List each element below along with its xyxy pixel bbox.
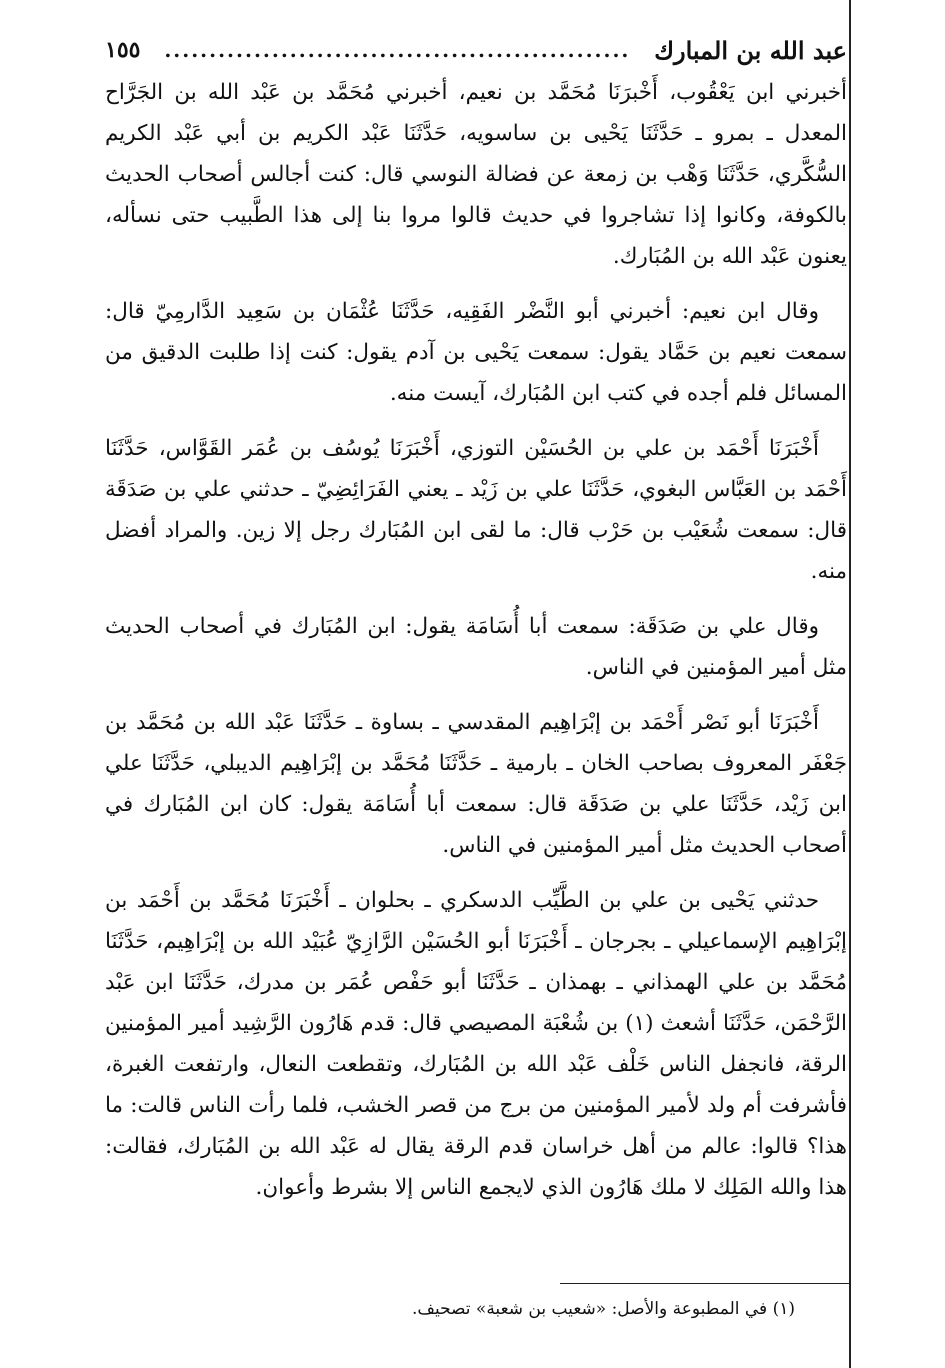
running-header — [105, 30, 847, 70]
header-leader-dots: .................................................... — [164, 38, 631, 62]
paragraph-3: أَخْبَرَنَا أَحْمَد بن علي بن الحُسَيْن التوزي، أَخْبَرَنَا يُوسُف بن عُمَر القَوَّاس، حَدَّثَنَا أَحْمَد بن العَبَّاس البغوي، حَدَّثَنَا علي بن زَيْد ـ يعني الفَرَائِضِيّ ـ حدثني علي بن صَدَقَة قال: سمعت شُعَيْب بن حَرْب قال: ما لقى ابن المُبَارك رجل إلا زين. والمراد أفضل منه. — [105, 436, 847, 584]
paragraph-4: وقال علي بن صَدَقَة: سمعت أبا أُسَامَة يقول: ابن المُبَارك في أصحاب الحديث مثل أمير المؤمنين في الناس. — [105, 614, 847, 680]
footnote-separator — [560, 1283, 850, 1284]
page-edge-line — [849, 0, 851, 1368]
paragraph-1: أخبرني ابن يَعْقُوب، أَخْبرَنَا مُحَمَّد بن نعيم، أخبرني مُحَمَّد بن عَبْد الله بن الجَرَّاح المعدل ـ بمرو ـ حَدَّثَنَا يَحْيى بن ساسويه، حَدَّثَنَا عَبْد الكريم بن أبي عَبْد الكريم السُّكَّري، حَدَّثَنَا وَهْب بن زمعة عن فضالة النوسي قال: كنت أجالس أصحاب الحديث بالكوفة، وكانوا إذا تشاجروا في حديث قالوا مروا بنا إلى هذا الطَّبيب حتى نسأله، يعنون عَبْد الله بن المُبَارك. — [105, 80, 847, 269]
paragraph-5: أَخْبَرَنَا أبو نَصْر أَحْمَد بن إبْرَاهِيم المقدسي ـ بساوة ـ حَدَّثَنَا عَبْد الله بن مُحَمَّد بن جَعْفَر المعروف بصاحب الخان ـ بارمية ـ حَدَّثَنَا مُحَمَّد بن إبْرَاهِيم الديبلي، حَدَّثَنَا علي ابن زَيْد، حَدَّثَنَا علي بن صَدَقَة قال: سمعت أبا أُسَامَة يقول: كان ابن المُبَارك في أصحاب الحديث مثل أمير المؤمنين في الناس. — [105, 710, 847, 858]
header-title: عبد الله بن المبارك — [654, 35, 847, 65]
paragraph-6: حدثني يَحْيى بن علي بن الطَّيِّب الدسكري ـ بحلوان ـ أَخْبَرَنَا مُحَمَّد بن أَحْمَد بن إبْرَاهِيم الإسماعيلي ـ بجرجان ـ أَخْبَرَنَا أبو الحُسَيْن الرَّازِيّ عُبَيْد الله بن إبْرَاهِيم، حَدَّثَنَا مُحَمَّد بن علي الهمذاني ـ بهمذان ـ حَدَّثَنَا أبو حَفْص عُمَر بن مدرك، حَدَّثَنَا ابن عَبْد الرَّحْمَن، حَدَّثَنَا أشعث (١) بن شُعْبَة المصيصي قال: قدم هَارُون الرَّشِيد أمير المؤمنين الرقة، فانجفل الناس خَلْف عَبْد الله بن المُبَارك، وتقطعت النعال، وارتفعت الغبرة، فأشرفت أم ولد لأمير المؤمنين من برج من قصر الخشب، فلما رأت الناس قالت: ما هذا؟ قالوا: عالم من أهل خراسان قدم الرقة يقال له عَبْد الله بن المُبَارك، فقالت: هذا والله المَلِك لا ملك هَارُون الذي لايجمع الناس إلا بشرط وأعوان. — [105, 888, 847, 1200]
paragraph-2: وقال ابن نعيم: أخبرني أبو النَّضْر الفَقِيه، حَدَّثَنَا عُثْمَان بن سَعِيد الدَّارمِيّ قال: سمعت نعيم بن حَمَّاد يقول: سمعت يَحْيى بن آدم يقول: كنت إذا طلبت الدقيق من المسائل فلم أجده في كتب ابن المُبَارك، آيست منه. — [105, 299, 847, 406]
page-number: ١٥٥ — [105, 37, 141, 63]
page-body — [105, 72, 847, 1222]
footnote: (١) في المطبوعة والأصل: «شعيب بن شعبة» تصحيف. — [411, 1299, 795, 1319]
